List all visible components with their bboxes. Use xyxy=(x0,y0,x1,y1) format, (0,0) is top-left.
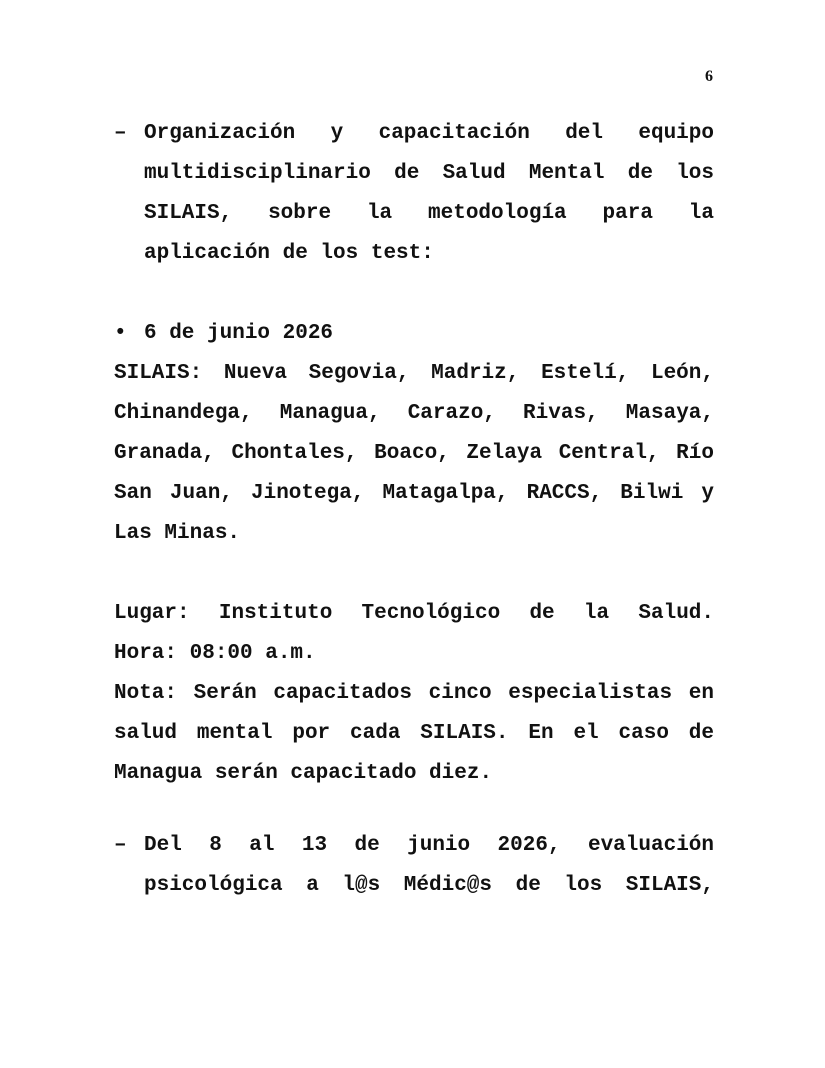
note-paragraph: Nota: Serán capacitados cinco especialistas en salud mental por cada SILAIS. En el caso de Managua serán capacitado diez. xyxy=(114,682,714,785)
location-line: Lugar: Instituto Tecnológico de la Salud. xyxy=(114,602,714,625)
evaluation-paragraph: Del 8 al 13 de junio 2026, evaluación psicológica a l@s Médic@s de los SILAIS, xyxy=(144,834,714,897)
silais-list-paragraph: SILAIS: Nueva Segovia, Madriz, Estelí, León, Chinandega, Managua, Carazo, Rivas, Masaya, Granada, Chontales, Boaco, Zelaya Central, Río San Juan, Jinotega, Matagalpa, RACCS, Bilwi y Las Minas. xyxy=(114,362,714,545)
bullet-list-item-date xyxy=(114,314,714,354)
training-paragraph: Organización y capacitación del equipo multidisciplinario de Salud Mental de los SILAIS, sobre la metodología para la aplicación de los test: xyxy=(144,122,714,265)
time-line: Hora: 08:00 a.m. xyxy=(114,642,316,665)
document-body xyxy=(114,114,714,906)
page-number: 6 xyxy=(705,68,713,85)
bullet-marker: • xyxy=(114,322,127,345)
dash-list-item-evaluation xyxy=(114,826,714,906)
dash-marker: – xyxy=(114,122,127,145)
dash-list-item-training xyxy=(114,114,714,274)
training-date: 6 de junio 2026 xyxy=(144,322,334,345)
dash-marker: – xyxy=(114,834,127,857)
